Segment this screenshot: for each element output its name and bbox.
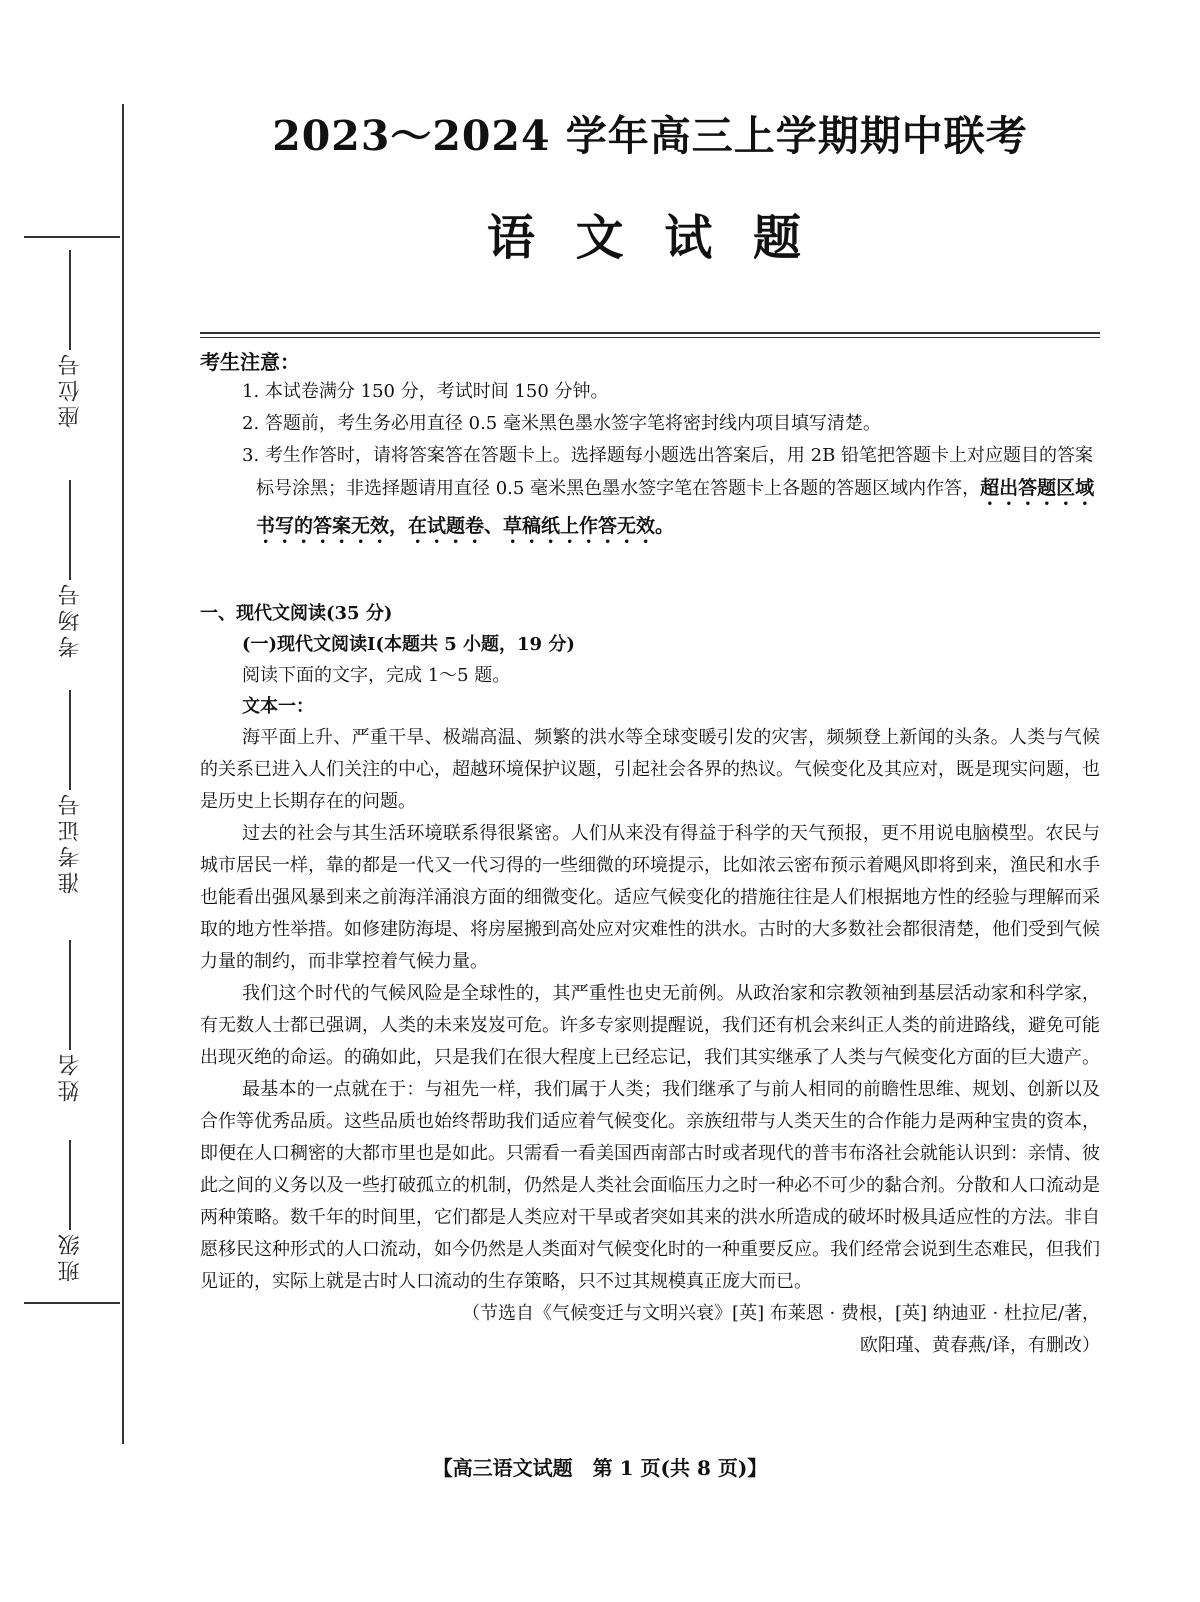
passage-paragraph: 我们这个时代的气候风险是全球性的，其严重性也史无前例。从政治家和宗教领袖到基层活动家和科学家，有无数人士都已强调，人类的未来岌岌可危。许多专家则提醒说，我们还有机会来纠正人类的前进路线，避免可能出现灭绝的命运。的确如此，只是我们在很大程度上已经忘记，我们其实继承了人类与气候变化方面的巨大遗产。 [200, 983, 1100, 1068]
source-citation-line2: 欧阳瑾、黄春燕/译，有删改） [859, 1335, 1100, 1356]
passage-paragraph: 最基本的一点就在于：与祖先一样，我们属于人类；我们继承了与前人相同的前瞻性思维、规划、创新以及合作等优秀品质。这些品质也始终帮助我们适应着气候变化。亲族纽带与人类天生的合作能力是两种宝贵的资本，即便在人口稠密的大都市里也是如此。只需看一看美国西南部古时或者现代的普韦布洛社会就能认识到：亲情、彼此之间的义务以及一些打破孤立的机制，仍然是人类社会面临压力之时一种必不可少的黏合剂。分散和人口流动是两种策略。数千年的时间里，它们都是人类应对干旱或者突如其来的洪水所造成的破坏时极具适应性的方法。非自愿移民这种形式的人口流动，如今仍然是人类面对气候变化时的一种重要反应。我们经常会说到生态难民，但我们见证的，实际上就是古时人口流动的生存策略，只不过其规模真正庞大而已。 [200, 1079, 1100, 1292]
class-field[interactable] [20, 1140, 120, 1282]
exam-title: 2023～2024 学年高三上学期期中联考 [272, 112, 1028, 160]
binding-tick-top [24, 236, 120, 238]
source-citation-line1: （节选自《气候变迁与文明兴衰》[英] 布莱恩 · 费根，[英] 纳迪亚 · 杜拉尼/著， [462, 1303, 1100, 1324]
name-field[interactable] [20, 940, 120, 1102]
admission-number-label: 准考证号 [57, 790, 83, 894]
admission-number-field[interactable] [20, 690, 120, 894]
passage-paragraph: 海平面上升、严重干旱、极端高温、频繁的洪水等全球变暖引发的灾害，频频登上新闻的头条。人类与气候的关系已进入人们关注的中心，超越环境保护议题，引起社会各界的热议。气候变化及其应对，既是现实问题，也是历史上长期存在的问题。 [200, 727, 1100, 812]
name-label: 姓名 [57, 1050, 83, 1102]
notice-item: 1. 本试卷满分 150 分，考试时间 150 分钟。 [242, 381, 609, 402]
header-divider [200, 332, 1100, 338]
reading-instruction: 阅读下面的文字，完成 1～5 题。 [242, 665, 511, 686]
notice-item-text: 3. 考生作答时，请将答案答在答题卡上。选择题每小题选出答案后，用 2B 铅笔把答题卡上对应题目的答案标号涂黑；非选择题请用直径 0.5 毫米黑色墨水签字笔在答题卡上各题的答题区域内作答， [242, 445, 1094, 499]
section-heading: 一、现代文阅读(35 分) [200, 603, 393, 624]
passage-paragraph: 过去的社会与其生活环境联系得很紧密。人们从来没有得益于科学的天气预报，更不用说电脑模型。农民与城市居民一样，靠的都是一代又一代习得的一些细微的环境提示，比如浓云密布预示着飓风即将到来，渔民和水手也能看出强风暴到来之前海洋涌浪方面的细微变化。适应气候变化的措施往往是人们根据地方性的经验与理解而采取的地方性举措。如修建防海堤、将房屋搬到高处应对灾难性的洪水。古时的大多数社会都很清楚，他们受到气候力量的制约，而非掌控着气候力量。 [200, 823, 1100, 972]
paper-subtitle: 语 文 试 题 [486, 210, 814, 266]
page-content [200, 106, 1100, 1362]
notice-list [200, 376, 1100, 548]
notice-emphasis: 超出答题区域书写的答案无效，在试题卷、草稿纸上作答无效。 [256, 477, 1095, 537]
page-footer: 【高三语文试题 第 1 页(共 8 页)】 [432, 1456, 768, 1480]
binding-tick-bottom [24, 1302, 120, 1304]
notice-heading: 考生注意： [200, 350, 300, 374]
class-label: 班级 [57, 1230, 83, 1282]
exam-room-label: 考场号 [57, 580, 83, 658]
seat-number-field[interactable] [20, 250, 120, 428]
exam-room-field[interactable] [20, 480, 120, 658]
notice-item: 2. 答题前，考生务必用直径 0.5 毫米黑色墨水签字笔将密封线内项目填写清楚。 [242, 413, 881, 434]
seat-number-label: 座位号 [57, 350, 83, 428]
subsection-heading: (一)现代文阅读Ⅰ(本题共 5 小题，19 分) [242, 634, 575, 655]
binding-line [122, 104, 124, 1444]
text-one-label: 文本一： [242, 696, 314, 717]
notice-item [200, 440, 1100, 548]
